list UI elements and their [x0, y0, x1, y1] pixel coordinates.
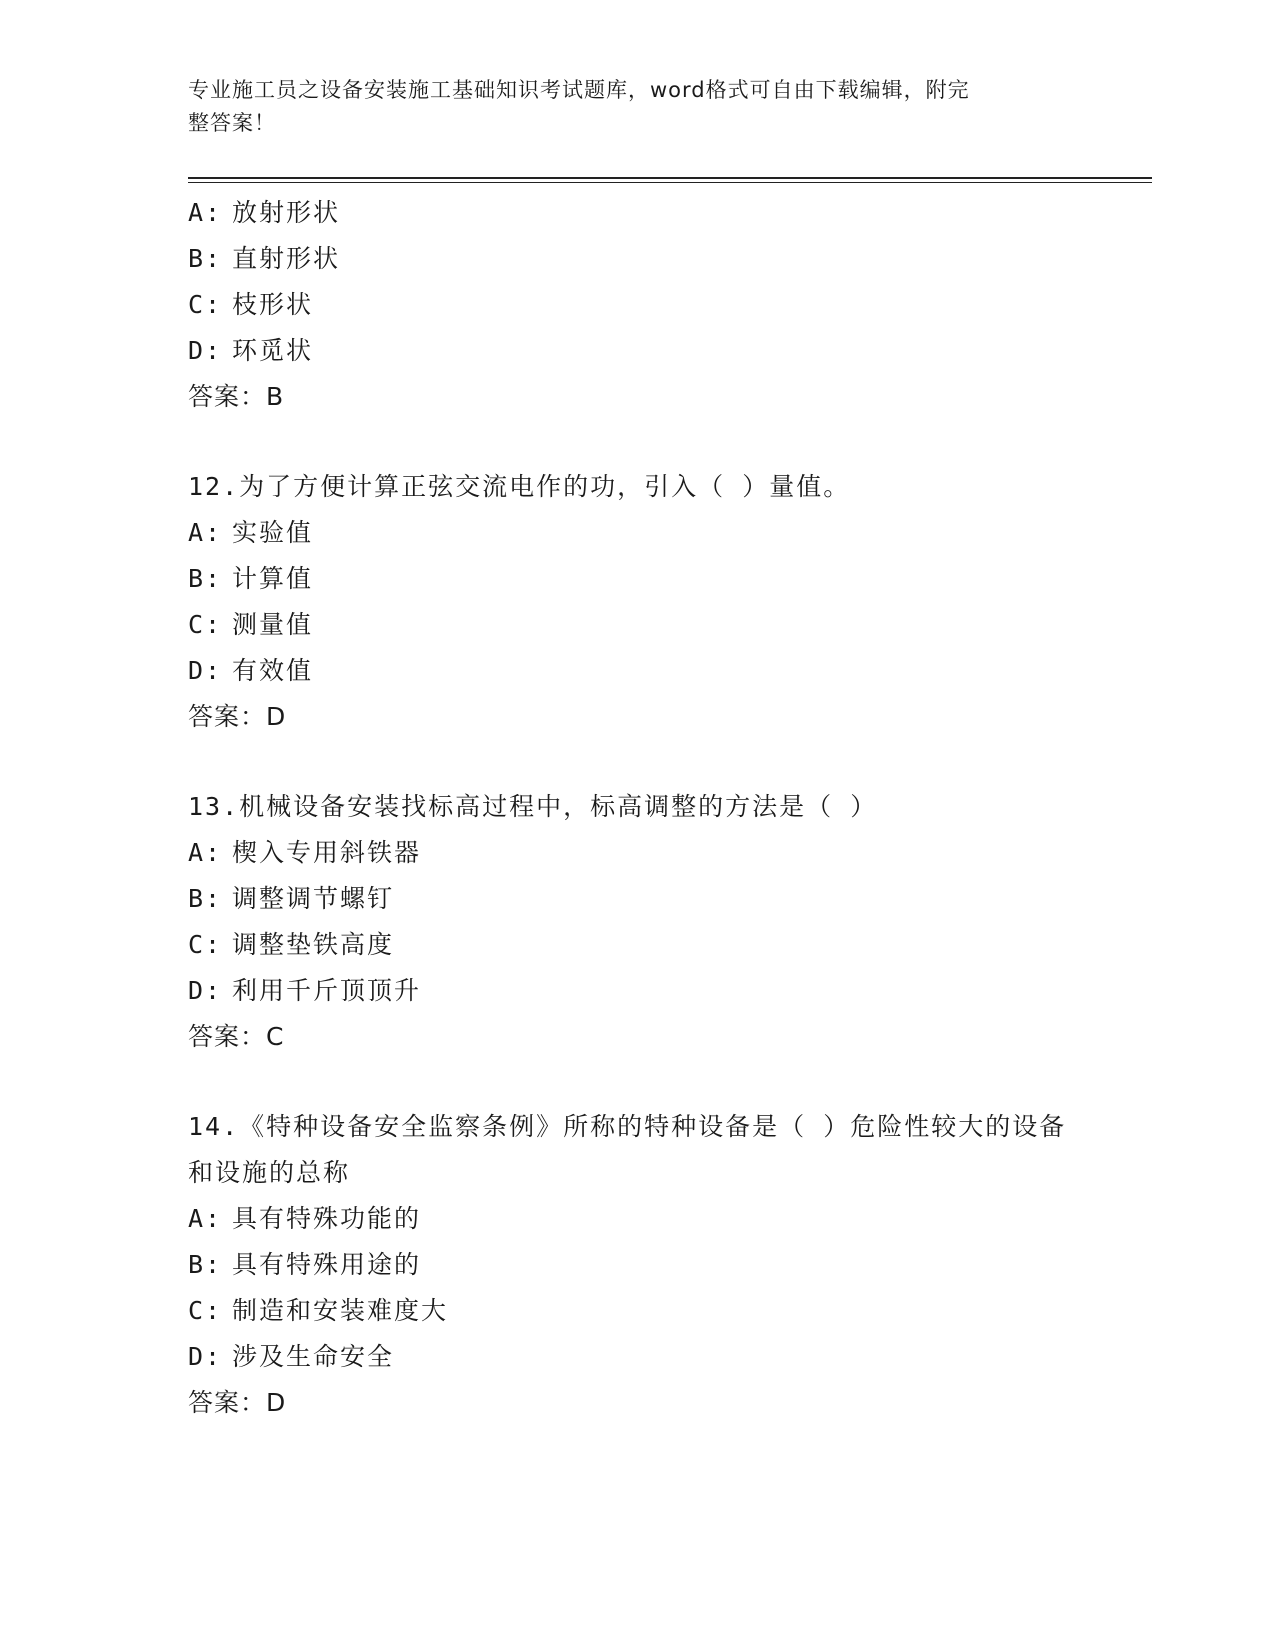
option-c — [188, 282, 1088, 328]
option-text: 涉及生命安全 — [232, 1342, 395, 1371]
option-key: B: — [188, 1250, 223, 1279]
option-key: A: — [188, 518, 223, 547]
option-b — [188, 556, 1088, 602]
answer-line: 答案：C — [188, 1022, 285, 1051]
option-key: C: — [188, 290, 223, 319]
question-block-12 — [188, 464, 1088, 740]
option-d — [188, 968, 1088, 1014]
option-c — [188, 602, 1088, 648]
option-text: 调整垫铁高度 — [232, 930, 395, 959]
document-header — [188, 74, 1068, 140]
option-key: A: — [188, 198, 223, 227]
option-text: 利用千斤顶顶升 — [232, 976, 422, 1005]
header-divider-thin — [188, 182, 1152, 183]
option-b — [188, 876, 1088, 922]
option-key: B: — [188, 884, 223, 913]
option-b — [188, 236, 1088, 282]
question-text: 14.《特种设备安全监察条例》所称的特种设备是（ ）危险性较大的设备和设施的总称 — [188, 1112, 1067, 1187]
option-key: D: — [188, 336, 223, 365]
option-a — [188, 1196, 1088, 1242]
question-block-13 — [188, 784, 1088, 1060]
option-text: 直射形状 — [232, 244, 341, 273]
option-d — [188, 1334, 1088, 1380]
header-divider-thick — [188, 177, 1152, 179]
option-b — [188, 1242, 1088, 1288]
question-list — [188, 190, 1088, 1426]
option-key: D: — [188, 656, 223, 685]
question-text: 12.为了方便计算正弦交流电作的功，引入（ ）量值。 — [188, 472, 851, 501]
option-c — [188, 922, 1088, 968]
option-text: 有效值 — [232, 656, 314, 685]
option-key: D: — [188, 1342, 223, 1371]
option-key: C: — [188, 1296, 223, 1325]
option-key: A: — [188, 1204, 223, 1233]
question-text: 13.机械设备安装找标高过程中，标高调整的方法是（ ） — [188, 792, 878, 821]
option-key: D: — [188, 976, 223, 1005]
header-title-line-1: 专业施工员之设备安装施工基础知识考试题库，word格式可自由下载编辑，附完 — [188, 78, 970, 102]
option-d — [188, 328, 1088, 374]
option-d — [188, 648, 1088, 694]
option-text: 调整调节螺钉 — [232, 884, 395, 913]
option-key: B: — [188, 244, 223, 273]
answer-line: 答案：B — [188, 382, 285, 411]
option-text: 制造和安装难度大 — [232, 1296, 449, 1325]
option-text: 环觅状 — [232, 336, 314, 365]
answer-line: 答案：D — [188, 1388, 287, 1417]
option-text: 测量值 — [232, 610, 314, 639]
option-a — [188, 830, 1088, 876]
option-key: C: — [188, 930, 223, 959]
option-c — [188, 1288, 1088, 1334]
header-title-line-2: 整答案！ — [188, 111, 276, 135]
option-key: A: — [188, 838, 223, 867]
option-key: B: — [188, 564, 223, 593]
option-a — [188, 510, 1088, 556]
option-text: 计算值 — [232, 564, 314, 593]
answer-line: 答案：D — [188, 702, 287, 731]
option-text: 放射形状 — [232, 198, 341, 227]
option-text: 枝形状 — [232, 290, 314, 319]
option-key: C: — [188, 610, 223, 639]
option-text: 楔入专用斜铁器 — [232, 838, 422, 867]
option-text: 实验值 — [232, 518, 314, 547]
question-block-14 — [188, 1104, 1088, 1426]
option-a — [188, 190, 1088, 236]
option-text: 具有特殊用途的 — [232, 1250, 422, 1279]
option-text: 具有特殊功能的 — [232, 1204, 422, 1233]
question-block-11 — [188, 190, 1088, 420]
